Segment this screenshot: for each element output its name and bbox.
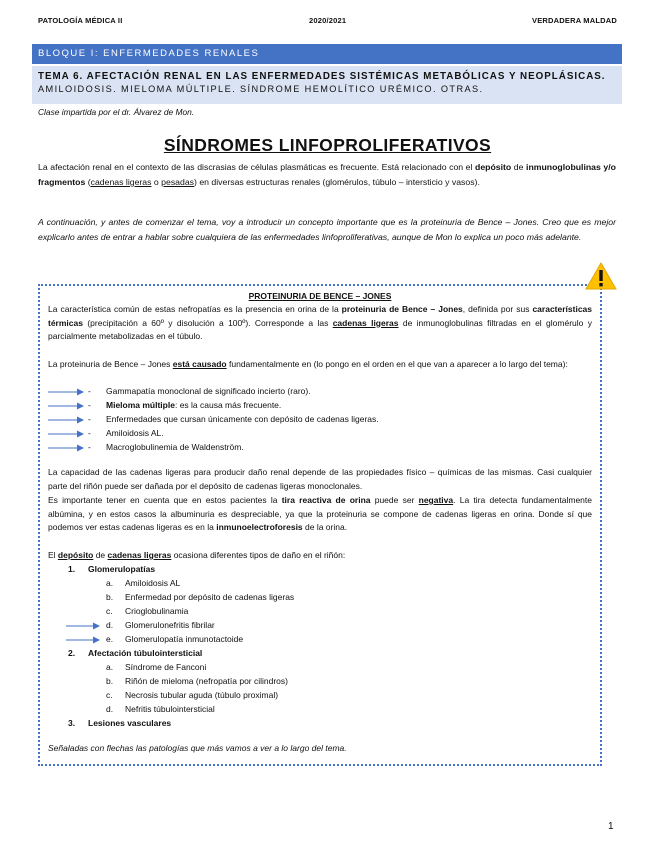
list-dash: - <box>88 400 91 410</box>
list-letter: d. <box>106 704 114 714</box>
list-item: Riñón de mieloma (nefropatía por cilindros) <box>125 676 288 686</box>
section-title: Glomerulopatías <box>88 564 156 574</box>
section-number: 1. <box>68 564 76 574</box>
intro-paragraph: La afectación renal en el contexto de las discrasias de células plasmáticas es frecuente. Está relacionado con el depósito de inmunoglobulinas y/o fragmentos (cadenas ligeras o pesadas) en diversas estructuras renales (glomérulos, túbulo – intersticio y vasos). <box>38 162 616 187</box>
arrow-icon <box>48 430 84 438</box>
tema-subtitle: AMILOIDOSIS. MIELOMA MÚLTIPLE. SÍNDROME HEMOLÍTICO URÉMICO. OTRAS. <box>38 84 484 94</box>
tema-box <box>32 66 622 104</box>
warning-triangle-icon <box>585 262 617 290</box>
list-item: Gammapatía monoclonal de significado incierto (raro). <box>106 386 311 396</box>
list-item: Amiloidosis AL. <box>106 428 164 438</box>
italic-note: A continuación, y antes de comenzar el tema, voy a introducir un concepto importante que es la proteinuria de Bence – Jones. Creo que es mejor explicarlo antes de entrar a hablar sobre cualquiera de las enfermedades linfoproliferativas, aunque de Mon lo explica un poco más adelante. <box>38 217 616 242</box>
list-dash: - <box>88 428 91 438</box>
header-right: VERDADERA MALDAD <box>532 16 618 25</box>
list-item: Enfermedades que cursan únicamente con depósito de cadenas ligeras. <box>106 414 379 424</box>
lecturer-note: Clase impartida por el dr. Álvarez de Mon. <box>38 107 195 117</box>
header-center: 2020/2021 <box>309 16 347 25</box>
list-letter: d. <box>106 620 114 630</box>
tema-title: TEMA 6. AFECTACIÓN RENAL EN LAS ENFERMEDADES SISTÉMICAS METABÓLICAS Y NEOPLÁSICAS. <box>38 71 606 82</box>
arrow-icon <box>48 622 100 630</box>
list-item: Nefritis túbulointersticial <box>125 704 215 714</box>
list-item: Glomerulopatía inmunotactoide <box>125 634 244 644</box>
list-letter: c. <box>106 690 113 700</box>
list-item: Glomerulonefritis fibrilar <box>125 620 215 630</box>
arrow-icon <box>48 444 84 452</box>
list-item: Crioglobulinamia <box>125 606 189 616</box>
section-number: 3. <box>68 718 76 728</box>
list-letter: e. <box>106 634 114 644</box>
section-number: 2. <box>68 648 76 658</box>
list-letter: a. <box>106 662 114 672</box>
box-paragraph-2: La proteinuria de Bence – Jones está causado fundamentalmente en (lo pongo en el orden en el que van a aparecer a lo largo del tema): <box>48 359 568 369</box>
list-item: Amiloidosis AL <box>125 578 181 588</box>
list-letter: c. <box>106 606 113 616</box>
box-paragraph-5: El depósito de cadenas ligeras ocasiona diferentes tipos de daño en el riñón: <box>48 550 346 560</box>
arrow-icon <box>48 388 84 396</box>
arrow-icon <box>48 416 84 424</box>
list-item: Macroglobulinemia de Waldenström. <box>106 442 244 452</box>
page-title: SÍNDROMES LINFOPROLIFERATIVOS <box>163 135 492 155</box>
list-letter: a. <box>106 578 114 588</box>
list-letter: b. <box>106 676 114 686</box>
list-dash: - <box>88 414 91 424</box>
header-left: PATOLOGÍA MÉDICA II <box>38 16 123 25</box>
box-title: PROTEINURIA DE BENCE – JONES <box>248 291 392 301</box>
arrow-icon <box>48 636 100 644</box>
list-dash: - <box>88 386 91 396</box>
list-item: Enfermedad por depósito de cadenas ligeras <box>125 592 295 602</box>
page-number: 1 <box>608 821 614 832</box>
list-dash: - <box>88 442 91 452</box>
box-paragraph-4: Es importante tener en cuenta que en estos pacientes la tira reactiva de orina puede ser negativa. La tira detecta fundamentalmente albúmina, y en estos casos la albuminuria es despreciable, ya que la proteinuria se compone de cadenas ligeras en orina. Donde sí que podemos ver estas cadenas ligeras es en la inmunoelectroforesis de la orina. <box>48 495 592 533</box>
list-item: Síndrome de Fanconi <box>125 662 207 672</box>
section-title: Afectación túbulointersticial <box>88 648 203 658</box>
box-paragraph-3: La capacidad de las cadenas ligeras para producir daño renal depende de las propiedades físico – químicas de las mismas. Casi cualquier parte del riñón puede ser dañada por el depósito de cadenas ligeras monoclonales. <box>48 467 592 491</box>
list-item: Mieloma múltiple: es la causa más frecuente. <box>106 400 282 410</box>
list-letter: b. <box>106 592 114 602</box>
bloque-banner: BLOQUE I: ENFERMEDADES RENALES <box>32 44 622 64</box>
arrow-icon <box>48 402 84 410</box>
box-paragraph-1: La característica común de estas nefropatías es la presencia en orina de la proteinuria de Bence – Jones, definida por sus características térmicas (precipitación a 60º y disolución a 100º). Corresponde a las cadenas ligeras de inmunoglobulinas filtradas en el glomérulo y parcialmente metabolizadas en el túbulo. <box>48 304 592 342</box>
box-footnote: Señaladas con flechas las patologías que más vamos a ver a lo largo del tema. <box>48 743 347 753</box>
list-item: Necrosis tubular aguda (túbulo proximal) <box>125 690 279 700</box>
section-title: Lesiones vasculares <box>88 718 172 728</box>
